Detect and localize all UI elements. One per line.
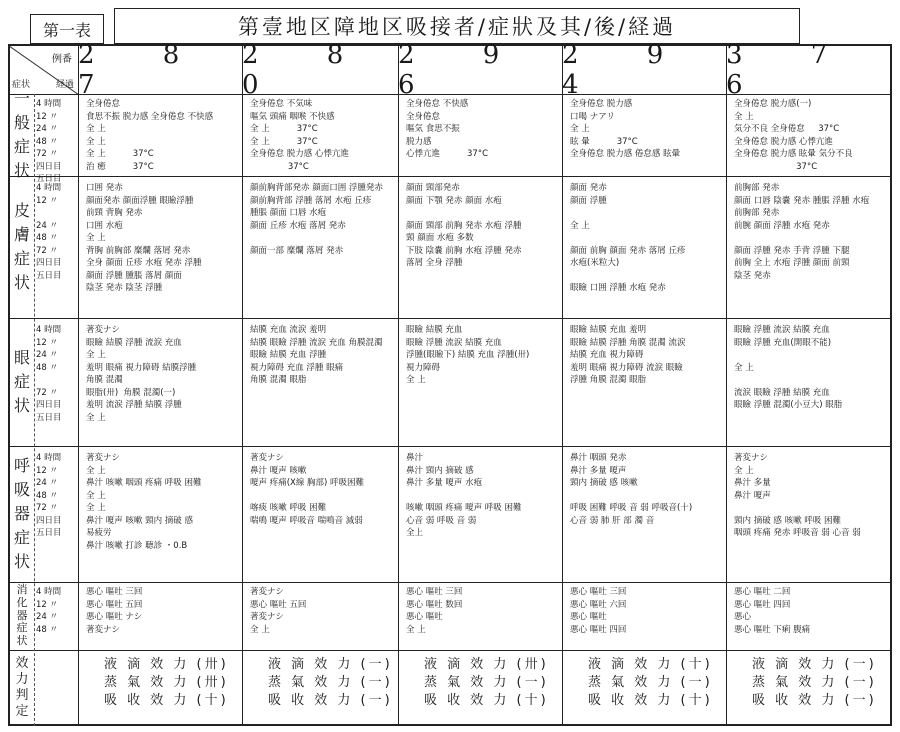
cell-digestive: 悪心 嘔吐 三回 悪心 嘔吐 六回 悪心 嘔吐 悪心 嘔吐 四回 (570, 587, 627, 635)
cell-respiratory: 著変ナシ 鼻汁 嗄声 咳嗽 嗄声 疼痛(X線 胸部) 呼吸困難 喀痰 咳嗽 呼吸 困難 喘鳴 嗄声 呼吸音 喘鳴音 減弱 (250, 453, 365, 526)
row-divider (10, 318, 890, 319)
category-char: 症 (13, 137, 30, 156)
category-char: 膚 (13, 225, 30, 244)
row-divider (10, 446, 890, 447)
cell-general: 全身倦怠 脱力感 口喝 ナアリ 全 上 眩 暈 37°C 全身倦怠 脱力感 倦怠感 眩暈 (570, 99, 681, 159)
cell-general: 全身倦怠 不気味 嘔気 頭痛 咽喉 不快感 全 上 37°C 全 上 37°C 全身倦怠 脱力感 心悸亢進 37°C (250, 99, 349, 172)
row-divider (10, 650, 890, 651)
category-char: 症 (13, 249, 30, 268)
category-general (10, 89, 34, 180)
time-list: 4 時間 12 〃 24 〃 48 〃 (36, 587, 62, 635)
row-divider (10, 176, 890, 177)
table-label: 第一表 (30, 14, 104, 44)
case-number: 2 8 0 (242, 40, 374, 100)
category-char: 力 (15, 671, 29, 687)
cell-skin: 顔面 頸部発赤 顔面 下顎 発赤 顔面 水疱 顔面 頸部 前胸 発赤 水疱 浮腫 頸 顔面 水疱 多数 下肢 陰嚢 前胸 水疱 浮腫 発赤 落屑 全身 浮腫 (406, 183, 522, 268)
cell-effect: 液 滴 效 力 (十) 蒸 氣 效 力 (一) 吸 收 效 力 (十) (588, 657, 713, 708)
case-number: 2 8 7 (78, 40, 210, 100)
cell-effect: 液 滴 效 力 (一) 蒸 氣 效 力 (一) 吸 收 效 力 (一) (268, 657, 393, 708)
category-char: 症 (16, 621, 28, 635)
cell-general: 全身倦怠 不快感 全身倦怠 嘔気 食思不振 脱力感 心悸亢進 37°C (406, 99, 489, 159)
cell-eye: 眼瞼 浮腫 流涙 結膜 充血 眼瞼 浮腫 充血(開眼不能) 全 上 流涙 眼瞼 浮腫 結膜 充血 眼瞼 浮腫 混濁(小豆大) 眼脂 (734, 325, 843, 410)
cell-digestive: 悪心 嘔吐 三回 悪心 嘔吐 五回 悪心 嘔吐 ナシ 著変ナシ (86, 587, 143, 635)
col-divider (398, 46, 399, 724)
cell-digestive: 著変ナシ 悪心 嘔吐 五回 著変ナシ 全 上 (250, 587, 307, 635)
time-list: 4 時間 12 〃 24 〃 48 〃 72 〃 四日目 五日目 (36, 325, 62, 423)
case-number: 3 7 6 (726, 40, 858, 100)
category-char: 状 (13, 273, 30, 292)
corner-left-label: 症状 (12, 80, 31, 90)
cell-effect: 液 滴 效 力 (卅) 蒸 氣 效 力 (卅) 吸 收 效 力 (十) (104, 657, 229, 708)
cell-effect: 液 滴 效 力 (卅) 蒸 氣 效 力 (一) 吸 收 效 力 (十) (424, 657, 549, 708)
table-title: 第壹地区障地区吸接者/症狀及其/後/経過 (114, 8, 800, 44)
category-char: 呼 (13, 456, 30, 475)
col-divider (242, 46, 243, 724)
cell-digestive: 悪心 嘔吐 二回 悪心 嘔吐 四回 悪心 悪心 嘔吐 下痢 腹痛 (734, 587, 811, 635)
corner-top-label: 例番 (52, 54, 72, 65)
category-char: 状 (13, 396, 30, 415)
case-number: 2 9 6 (398, 40, 530, 100)
category-effect (10, 650, 34, 726)
cell-general: 全身倦怠 食思不振 脱力感 全身倦怠 不快感 全 上 全 上 全 上 37°C 治 癒 37°C (86, 99, 214, 172)
cell-skin: 顔前胸背部発赤 顔面口囲 浮腫発赤 顔前胸背部 浮腫 落屑 水疱 丘疹 腫脹 顔面 口唇 水疱 顔面 丘疹 水疱 落屑 発赤 顔面一部 糜爛 落屑 発赤 (250, 183, 383, 256)
category-char: 器 (16, 608, 28, 622)
category-char: 皮 (13, 201, 30, 220)
cell-respiratory: 鼻汁 鼻汁 頸内 摘破 感 鼻汁 多量 嗄声 水疱 咳嗽 咽頭 疼痛 嗄声 呼吸 困難 心音 弱 呼吸 音 弱 全上 (406, 453, 522, 538)
corner-right-label: 経過 (55, 80, 74, 90)
case-number: 2 9 4 (562, 40, 694, 100)
cell-skin: 前胸部 発赤 顔面 口唇 陰嚢 発赤 腫脹 浮腫 水疱 前胸部 発赤 前腕 顔面 浮腫 水疱 発赤 顔面 浮腫 発赤 手背 浮腫 下腿 前胸 全上 水疱 浮腫 顔面 前頸 陰茎 発赤 (734, 183, 870, 281)
category-char: 判 (15, 688, 29, 703)
symptom-table (8, 40, 892, 726)
category-char: 眼 (13, 348, 30, 367)
time-list: 4 時間 12 〃 24 〃 48 〃 72 〃 四日目 五日目 (36, 99, 62, 184)
category-char: 消 (16, 583, 28, 597)
cell-eye: 眼瞼 結膜 充血 眼瞼 浮腫 流涙 結膜 充血 浮腫(眼瞼下) 結膜 充血 浮腫(卅) 視力障碍 全 上 (406, 325, 530, 385)
category-char: 定 (15, 704, 29, 720)
category-char: 状 (16, 633, 28, 647)
col-divider (726, 46, 727, 724)
category-char: 化 (16, 596, 28, 610)
category-char: 器 (13, 504, 30, 523)
category-char: 症 (13, 528, 30, 547)
cell-respiratory: 著変ナシ 全 上 鼻汁 咳嗽 咽頭 疼痛 呼吸 困難 全 上 全 上 鼻汁 嗄声 咳嗽 頸内 摘破 感 易疲労 鼻汁 咳嗽 打診 聴診 ・0.B (86, 453, 202, 551)
cell-respiratory: 著変ナシ 全 上 鼻汁 多量 鼻汁 嗄声 頸内 摘破 感 咳嗽 呼吸 困難 咽頭 疼痛 発赤 呼吸音 弱 心音 弱 (734, 453, 861, 538)
time-list: 4 時間 12 〃 24 〃 48 〃 72 〃 四日目 五日目 (36, 183, 62, 281)
category-char: 状 (13, 161, 30, 180)
category-digestive (10, 582, 34, 650)
category-char: 状 (13, 552, 30, 571)
category-char: 症 (13, 372, 30, 391)
col-divider (562, 46, 563, 724)
cell-eye: 結膜 充血 流涙 羞明 結膜 眼瞼 浮腫 流涙 充血 角膜混濁 眼瞼 結膜 充血 浮腫 視力障碍 充血 浮腫 眼痛 角膜 混濁 眼脂 (250, 325, 383, 385)
category-skin (10, 176, 34, 318)
col-divider (78, 46, 79, 724)
row-divider (10, 582, 890, 583)
category-char: 般 (13, 113, 30, 132)
cell-general: 全身倦怠 脱力感(一) 全 上 気分不良 全身倦怠 37°C 全身倦怠 脱力感 心悸亢進 全身倦怠 脱力感 眩暈 気分不良 37°C (734, 99, 853, 172)
category-char: 一 (13, 89, 30, 108)
col-divider (34, 94, 35, 726)
category-respiratory (10, 446, 34, 582)
category-eye (10, 318, 34, 446)
category-char: 效 (15, 655, 29, 671)
time-list: 4 時間 12 〃 24 〃 48 〃 72 〃 四日目 五日目 (36, 453, 62, 538)
cell-digestive: 悪心 嘔吐 三回 悪心 嘔吐 数回 悪心 嘔吐 全 上 (406, 587, 463, 635)
cell-effect: 液 滴 效 力 (一) 蒸 氣 效 力 (一) 吸 收 效 力 (一) (752, 657, 877, 708)
cell-skin: 口囲 発赤 顔面発赤 顔面浮腫 眼瞼浮腫 前頸 背胸 発赤 口囲 水疱 全 上 背胸 前胸部 糜爛 落屑 発赤 全身 顔面 丘疹 水疱 発赤 浮腫 顔面 浮腫 腫脹 落屑 顔面 陰茎 発赤 陰茎 浮腫 (86, 183, 202, 293)
cell-respiratory: 鼻汁 咽頭 発赤 鼻汁 多量 嗄声 頸内 摘破 感 咳嗽 呼吸 困難 呼吸 音 弱 呼吸音(十) 心音 弱 肺 肝 部 濁 音 (570, 453, 693, 526)
category-char: 吸 (13, 480, 30, 499)
cell-skin: 顔面 発赤 顔面 浮腫 全 上 顔面 前胸 顔面 発赤 落屑 丘疹 水疱(米粒大) 眼瞼 口囲 浮腫 水疱 発赤 (570, 183, 686, 293)
cell-eye: 眼瞼 結膜 充血 羞明 眼瞼 結膜 浮腫 角膜 混濁 流涙 結膜 充血 視力障碍 羞明 眼痛 視力障碍 流涙 眼瞼 浮腫 角膜 混濁 眼脂 (570, 325, 686, 385)
cell-eye: 著変ナシ 眼瞼 結膜 浮腫 流涙 充血 全 上 羞明 眼痛 視力障碍 結膜浮腫 角膜 混濁 眼脂(卅) 角膜 混濁(一) 羞明 流涙 浮腫 結膜 浮腫 全 上 (86, 325, 197, 423)
